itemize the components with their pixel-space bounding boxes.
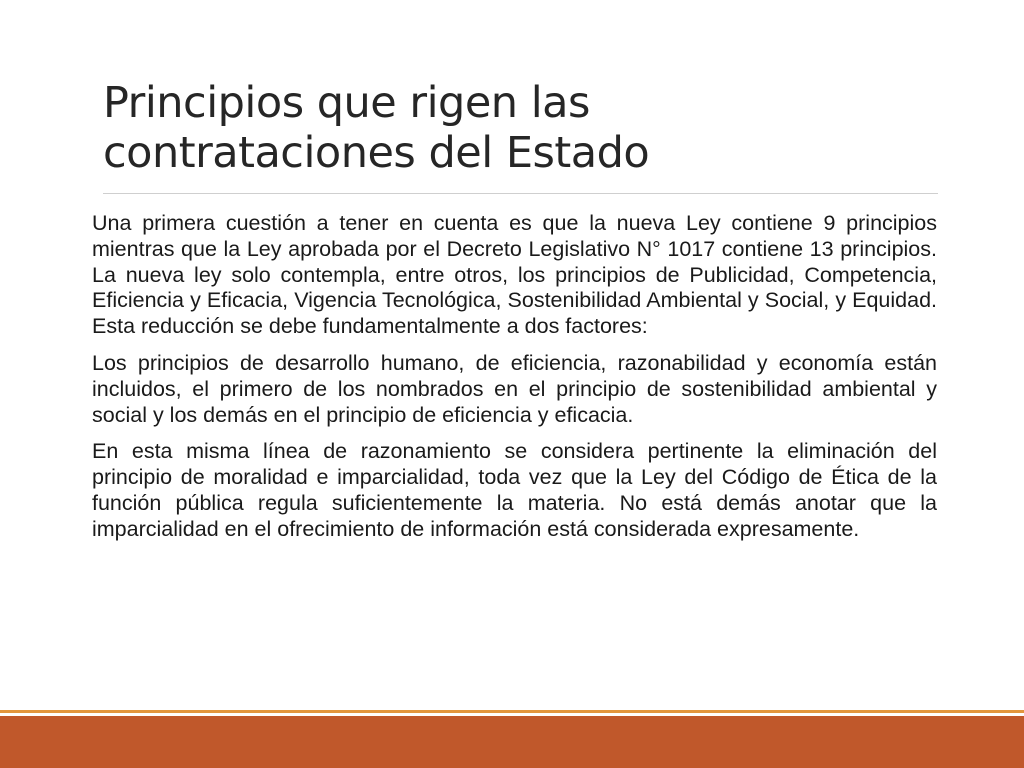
slide-title-line-1: Principios que rigen las <box>103 78 590 128</box>
body-paragraph-2: Los principios de desarrollo humano, de eficiencia, razonabilidad y economía están incluidos, el primero de los nombrados en el principio de sostenibilidad ambiental y social y los demás en el principio de eficiencia y eficacia. <box>92 350 937 427</box>
title-divider <box>103 193 938 194</box>
slide-title-line-2: contrataciones del Estado <box>103 128 650 178</box>
footer-accent-band <box>0 716 1024 768</box>
slide-title <box>103 78 923 178</box>
body-paragraph-1: Una primera cuestión a tener en cuenta es que la nueva Ley contiene 9 principios mientras que la Ley aprobada por el Decreto Legislativo N° 1017 contiene 13 principios. La nueva ley solo contempla, entre otros, los principios de Publicidad, Competencia, Eficiencia y Eficacia, Vigencia Tecnológica, Sostenibilidad Ambiental y Social, y Equidad. Esta reducción se debe fundamentalmente a dos factores: <box>92 211 937 339</box>
slide-body <box>92 211 937 554</box>
body-paragraph-3: En esta misma línea de razonamiento se considera pertinente la eliminación del principio de moralidad e imparcialidad, toda vez que la Ley del Código de Ética de la función pública regula suficientemente la materia. No está demás anotar que la imparcialidad en el ofrecimiento de información está considerada expresamente. <box>92 439 937 541</box>
footer-accent-line <box>0 710 1024 713</box>
